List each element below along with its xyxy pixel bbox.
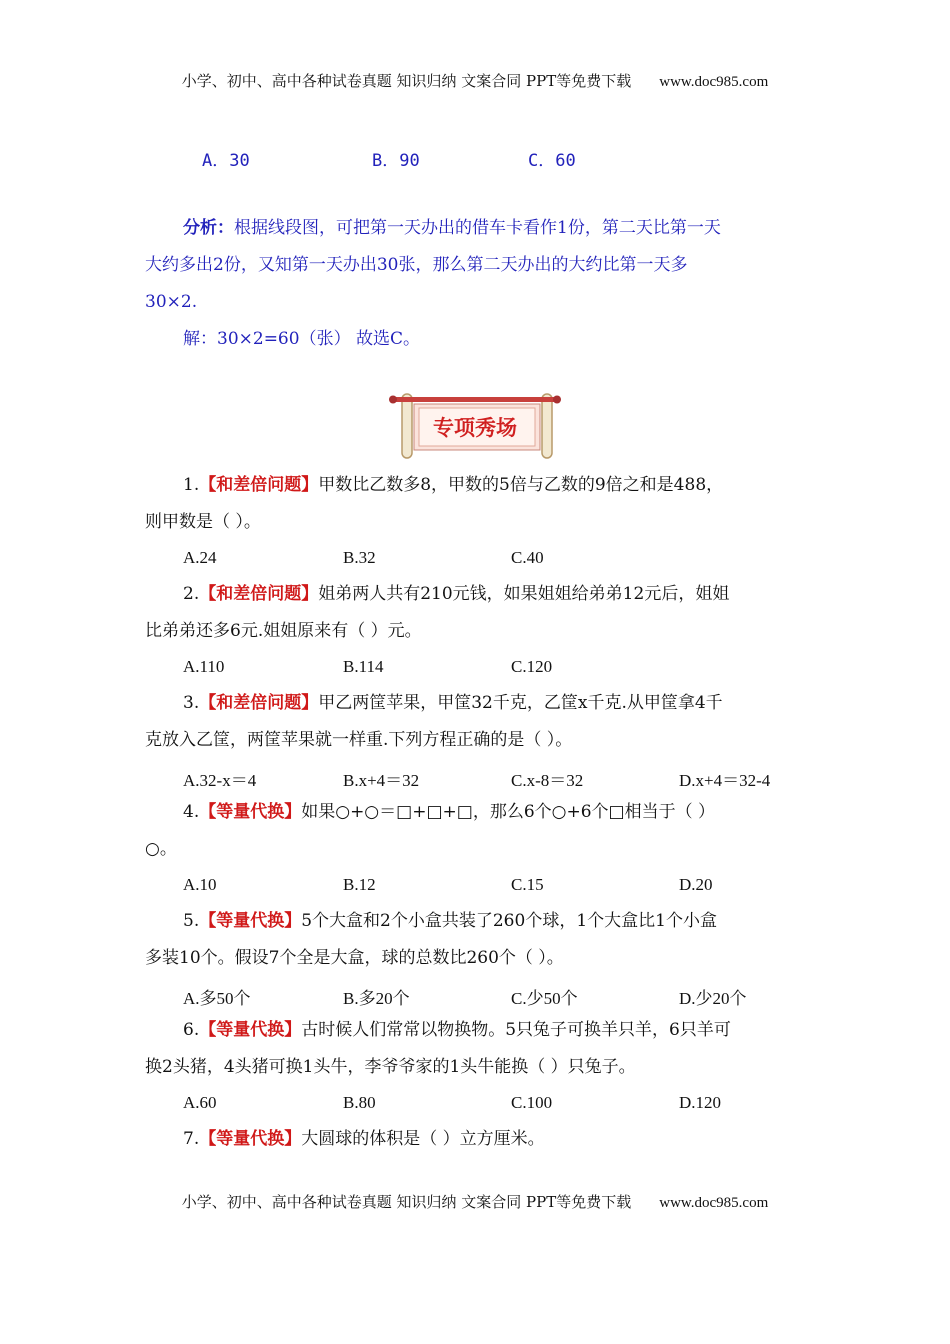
question-6-line-1: 6.【等量代换】古时候人们常常以物换物。5只兔子可换羊只羊，6只羊可 [183, 1020, 731, 1040]
question-4-option-d: D.20 [679, 875, 713, 894]
question-2-line-1: 2.【和差倍问题】姐弟两人共有210元钱，如果姐姐给弟弟12元后，姐姐 [183, 584, 730, 604]
prev-option-c: C．60 [528, 151, 576, 171]
question-1-line-2: 则甲数是（ ）。 [145, 512, 261, 532]
header-text: 小学、初中、高中各种试卷真题 知识归纳 文案合同 PPT等免费下载 [181, 72, 632, 90]
question-5-option-a: A.多50个 [183, 989, 251, 1008]
question-6-option-b: B.80 [343, 1093, 376, 1112]
question-5-option-c: C.少50个 [511, 989, 578, 1008]
question-4-option-a: A.10 [183, 875, 217, 894]
question-1-option-a: A.24 [183, 548, 217, 567]
question-3-line-2: 克放入乙筐，两筐苹果就一样重.下列方程正确的是（ ）。 [145, 730, 573, 750]
analysis-label: 分析： [183, 218, 234, 238]
question-5-option-b: B.多20个 [343, 989, 410, 1008]
question-6-tag: 【等量代换】 [199, 1020, 302, 1040]
question-1-option-b: B.32 [343, 548, 376, 567]
page-footer [0, 1191, 950, 1212]
question-3-tag: 【和差倍问题】 [199, 693, 319, 713]
question-1-line-1: 1.【和差倍问题】甲数比乙数多8，甲数的5倍与乙数的9倍之和是488， [183, 475, 724, 495]
question-4-option-c: C.15 [511, 875, 544, 894]
header-url[interactable]: www.doc985.com [659, 74, 769, 90]
question-3-option-c: C.x-8＝32 [511, 771, 584, 790]
question-2-option-c: C.120 [511, 657, 553, 676]
question-2-option-a: A.110 [183, 657, 225, 676]
question-4-tag: 【等量代换】 [199, 802, 302, 822]
question-6-option-d: D.120 [679, 1093, 722, 1112]
footer-text: 小学、初中、高中各种试卷真题 知识归纳 文案合同 PPT等免费下载 [181, 1193, 632, 1211]
prev-option-a: A．30 [202, 151, 250, 171]
question-2-option-b: B.114 [343, 657, 384, 676]
analysis-line-1: 分析：根据线段图，可把第一天办出的借车卡看作1份，第二天比第一天 [183, 218, 721, 238]
question-4-option-b: B.12 [343, 875, 376, 894]
question-3-option-d: D.x+4＝32-4 [679, 771, 771, 790]
question-1-tag: 【和差倍问题】 [199, 475, 319, 495]
analysis-solution: 解：30×2=60（张） 故选C。 [183, 329, 420, 349]
analysis-line-2: 大约多出2份，又知第一天办出30张，那么第二天办出的大约比第一天多 [145, 255, 688, 275]
question-6-option-c: C.100 [511, 1093, 553, 1112]
question-3-option-b: B.x+4＝32 [343, 771, 420, 790]
question-6-option-a: A.60 [183, 1093, 217, 1112]
question-6-line-2: 换2头猪，4头猪可换1头牛，李爷爷家的1头牛能换（ ）只兔子。 [145, 1057, 636, 1077]
question-5-line-2: 多装10个。假设7个全是大盒，球的总数比260个（ ）。 [145, 948, 564, 968]
question-2-tag: 【和差倍问题】 [199, 584, 319, 604]
question-3-option-a: A.32-x＝4 [183, 771, 257, 790]
question-5-line-1: 5.【等量代换】5个大盒和2个小盒共装了260个球，1个大盒比1个小盒 [183, 911, 717, 931]
question-1-option-c: C.40 [511, 548, 544, 567]
question-4-line-2: ○。 [145, 839, 177, 859]
question-3-line-1: 3.【和差倍问题】甲乙两筐苹果，甲筐32千克，乙筐x千克.从甲筐拿4千 [183, 693, 723, 713]
question-4-line-1: 4.【等量代换】如果○+○＝□+□+□，那么6个○+6个□相当于（ ） [183, 802, 715, 822]
question-5-option-d: D.少20个 [679, 989, 747, 1008]
footer-url[interactable]: www.doc985.com [659, 1195, 769, 1211]
page-header [0, 70, 950, 91]
prev-option-b: B．90 [372, 151, 420, 171]
question-7-line-1: 7.【等量代换】大圆球的体积是（ ）立方厘米。 [183, 1129, 545, 1149]
analysis-line-3: 30×2. [145, 292, 198, 312]
question-5-tag: 【等量代换】 [199, 911, 302, 931]
banner-title: 专项秀场 [433, 416, 517, 440]
question-2-line-2: 比弟弟还多6元.姐姐原来有（ ）元。 [145, 621, 422, 641]
section-banner [388, 388, 562, 462]
question-7-tag: 【等量代换】 [199, 1129, 302, 1149]
